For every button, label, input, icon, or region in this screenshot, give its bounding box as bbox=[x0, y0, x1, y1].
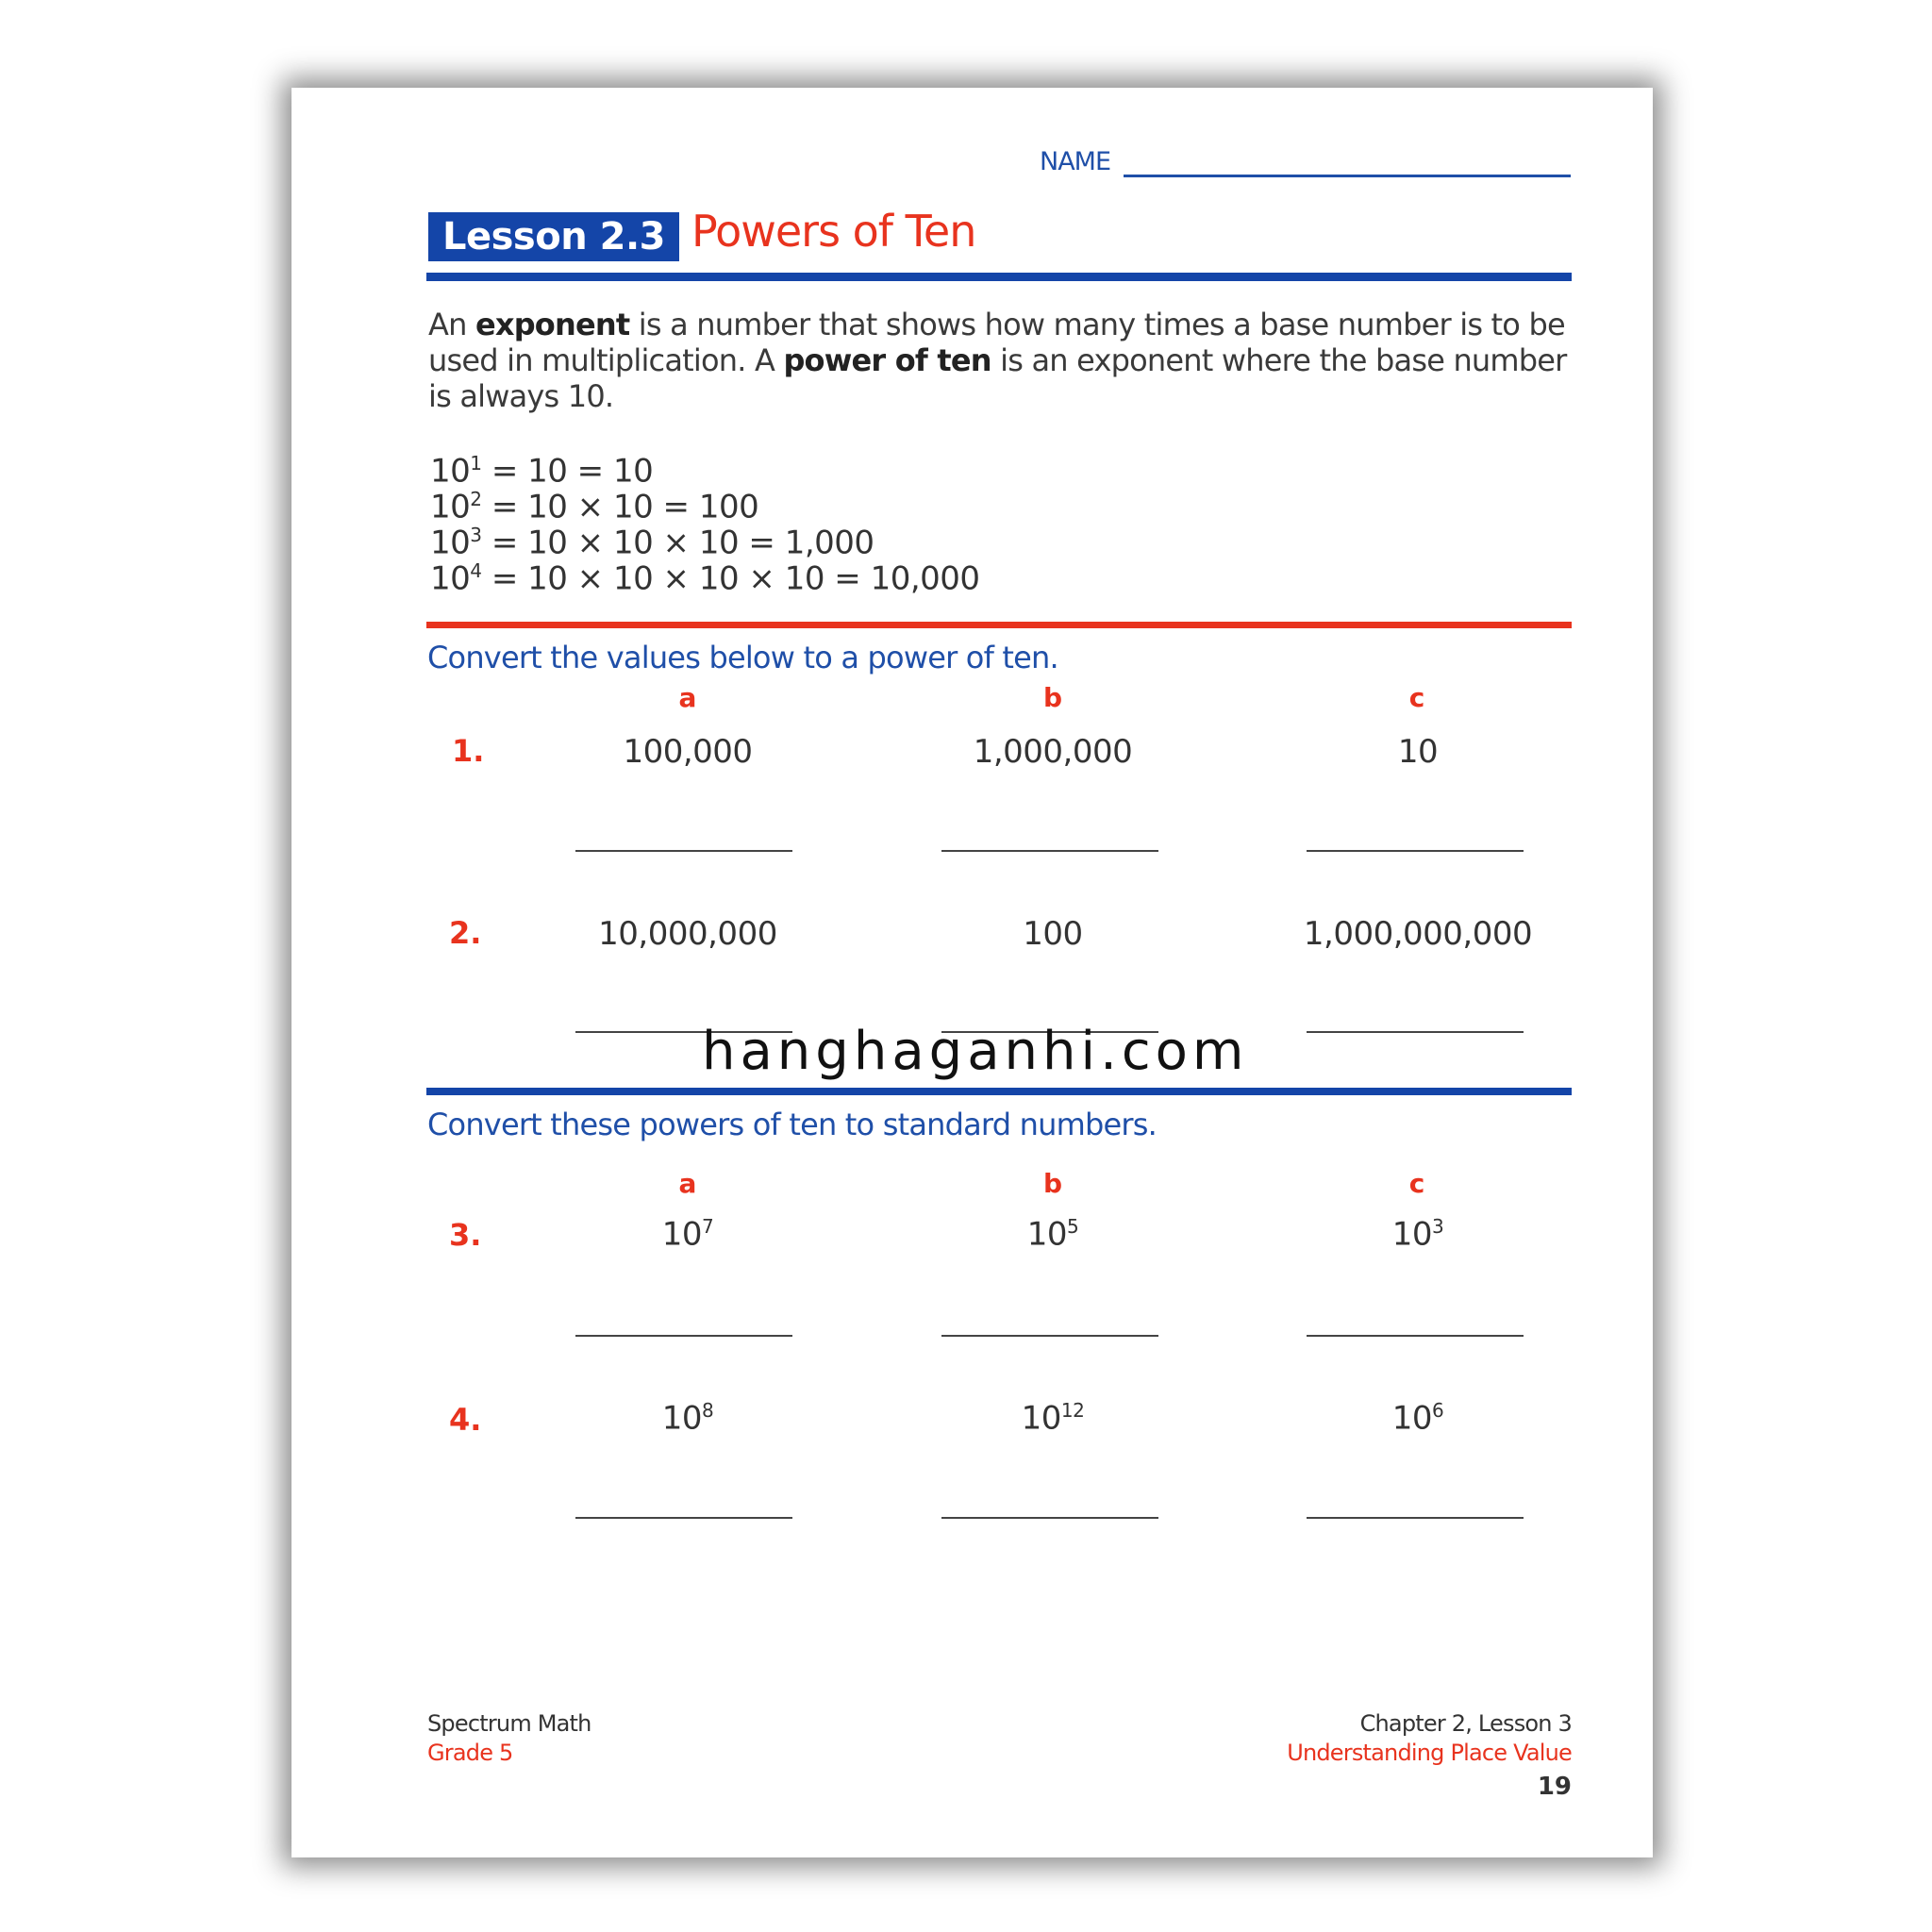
example-exponent: 2 bbox=[470, 488, 482, 510]
power-base: 10 bbox=[661, 1215, 703, 1254]
answer-line[interactable] bbox=[941, 1335, 1158, 1337]
answer-line[interactable] bbox=[1307, 1031, 1524, 1033]
power-base: 10 bbox=[1391, 1215, 1433, 1254]
answer-line[interactable] bbox=[575, 1335, 792, 1337]
footer-topic: Understanding Place Value bbox=[1287, 1740, 1572, 1766]
section-divider-red bbox=[426, 622, 1572, 628]
power-base: 10 bbox=[661, 1399, 703, 1438]
power-exponent: 7 bbox=[702, 1215, 714, 1238]
example-base: 10 bbox=[430, 488, 471, 526]
problem-number: 3. bbox=[449, 1217, 482, 1253]
answer-line[interactable] bbox=[941, 850, 1158, 852]
power-exponent: 8 bbox=[702, 1399, 714, 1422]
problem-value bbox=[1267, 1399, 1569, 1437]
problem-value: 10,000,000 bbox=[598, 915, 777, 953]
section-divider-blue bbox=[426, 1088, 1572, 1095]
problem-value bbox=[902, 1215, 1204, 1253]
section1-instruction: Convert the values below to a power of ten. bbox=[427, 640, 1058, 675]
column-head-b: b bbox=[1042, 1168, 1063, 1199]
power-base: 10 bbox=[1026, 1215, 1068, 1254]
answer-line[interactable] bbox=[1307, 1335, 1524, 1337]
column-head-c: c bbox=[1408, 1168, 1425, 1199]
example-base: 10 bbox=[430, 524, 471, 562]
problem-value bbox=[1267, 1215, 1569, 1253]
column-head-a: a bbox=[678, 1168, 697, 1199]
example-expansion: = 10 × 10 × 10 = 1,000 bbox=[491, 524, 874, 562]
lesson-badge: Lesson 2.3 bbox=[428, 212, 679, 261]
problem-value: 1,000,000,000 bbox=[1303, 915, 1533, 953]
name-field-line[interactable] bbox=[1124, 175, 1571, 177]
problem-value: 10 bbox=[1397, 733, 1439, 771]
column-head-c: c bbox=[1408, 682, 1425, 713]
power-exponent: 12 bbox=[1060, 1399, 1085, 1422]
column-head-b: b bbox=[1042, 682, 1063, 713]
example-exponent: 3 bbox=[470, 524, 482, 546]
footer-chapter: Chapter 2, Lesson 3 bbox=[1359, 1710, 1572, 1737]
example-expansion: = 10 × 10 = 100 bbox=[491, 488, 759, 526]
watermark-text: hanghaganhi.com bbox=[702, 1021, 1249, 1082]
intro-paragraph bbox=[428, 307, 1579, 414]
power-exponent: 3 bbox=[1432, 1215, 1444, 1238]
problem-value: 1,000,000 bbox=[973, 733, 1133, 771]
problem-value: 100,000 bbox=[623, 733, 753, 771]
problem-value bbox=[902, 1399, 1204, 1437]
answer-line[interactable] bbox=[575, 1517, 792, 1519]
header-divider bbox=[426, 273, 1572, 281]
example-line bbox=[430, 452, 653, 490]
problem-number: 2. bbox=[449, 915, 482, 951]
term-power-of-ten: power of ten bbox=[783, 342, 991, 378]
footer-series: Spectrum Math bbox=[427, 1710, 591, 1737]
power-exponent: 6 bbox=[1432, 1399, 1444, 1422]
power-base: 10 bbox=[1391, 1399, 1433, 1438]
answer-line[interactable] bbox=[575, 850, 792, 852]
problem-number: 1. bbox=[452, 733, 485, 769]
answer-line[interactable] bbox=[1307, 1517, 1524, 1519]
power-exponent: 5 bbox=[1067, 1215, 1079, 1238]
example-line bbox=[430, 559, 980, 597]
column-head-a: a bbox=[678, 682, 697, 713]
intro-text-3: is an exponent where the base number is always 10. bbox=[428, 342, 1567, 414]
lesson-title: Powers of Ten bbox=[691, 206, 976, 257]
name-label: NAME bbox=[1040, 147, 1111, 176]
intro-text-2: is a number that shows how many times a base number is to be used in multiplication. A bbox=[428, 307, 1565, 378]
answer-line[interactable] bbox=[941, 1517, 1158, 1519]
intro-text-1: An bbox=[428, 307, 475, 342]
example-expansion: = 10 = 10 bbox=[491, 452, 654, 491]
section2-instruction: Convert these powers of ten to standard numbers. bbox=[427, 1107, 1157, 1142]
problem-number: 4. bbox=[449, 1402, 482, 1438]
problem-value: 100 bbox=[1023, 915, 1083, 953]
worksheet-page bbox=[291, 88, 1653, 1857]
answer-line[interactable] bbox=[1307, 850, 1524, 852]
example-exponent: 1 bbox=[470, 452, 482, 475]
example-line bbox=[430, 488, 758, 525]
term-exponent: exponent bbox=[475, 307, 630, 342]
example-base: 10 bbox=[430, 559, 471, 598]
power-base: 10 bbox=[1021, 1399, 1061, 1438]
problem-value bbox=[537, 1215, 839, 1253]
example-line bbox=[430, 524, 874, 561]
footer-grade: Grade 5 bbox=[427, 1740, 513, 1766]
example-exponent: 4 bbox=[470, 559, 482, 582]
example-expansion: = 10 × 10 × 10 × 10 = 10,000 bbox=[491, 559, 980, 598]
example-base: 10 bbox=[430, 452, 471, 491]
problem-value bbox=[537, 1399, 839, 1437]
page-number: 19 bbox=[1537, 1773, 1572, 1801]
